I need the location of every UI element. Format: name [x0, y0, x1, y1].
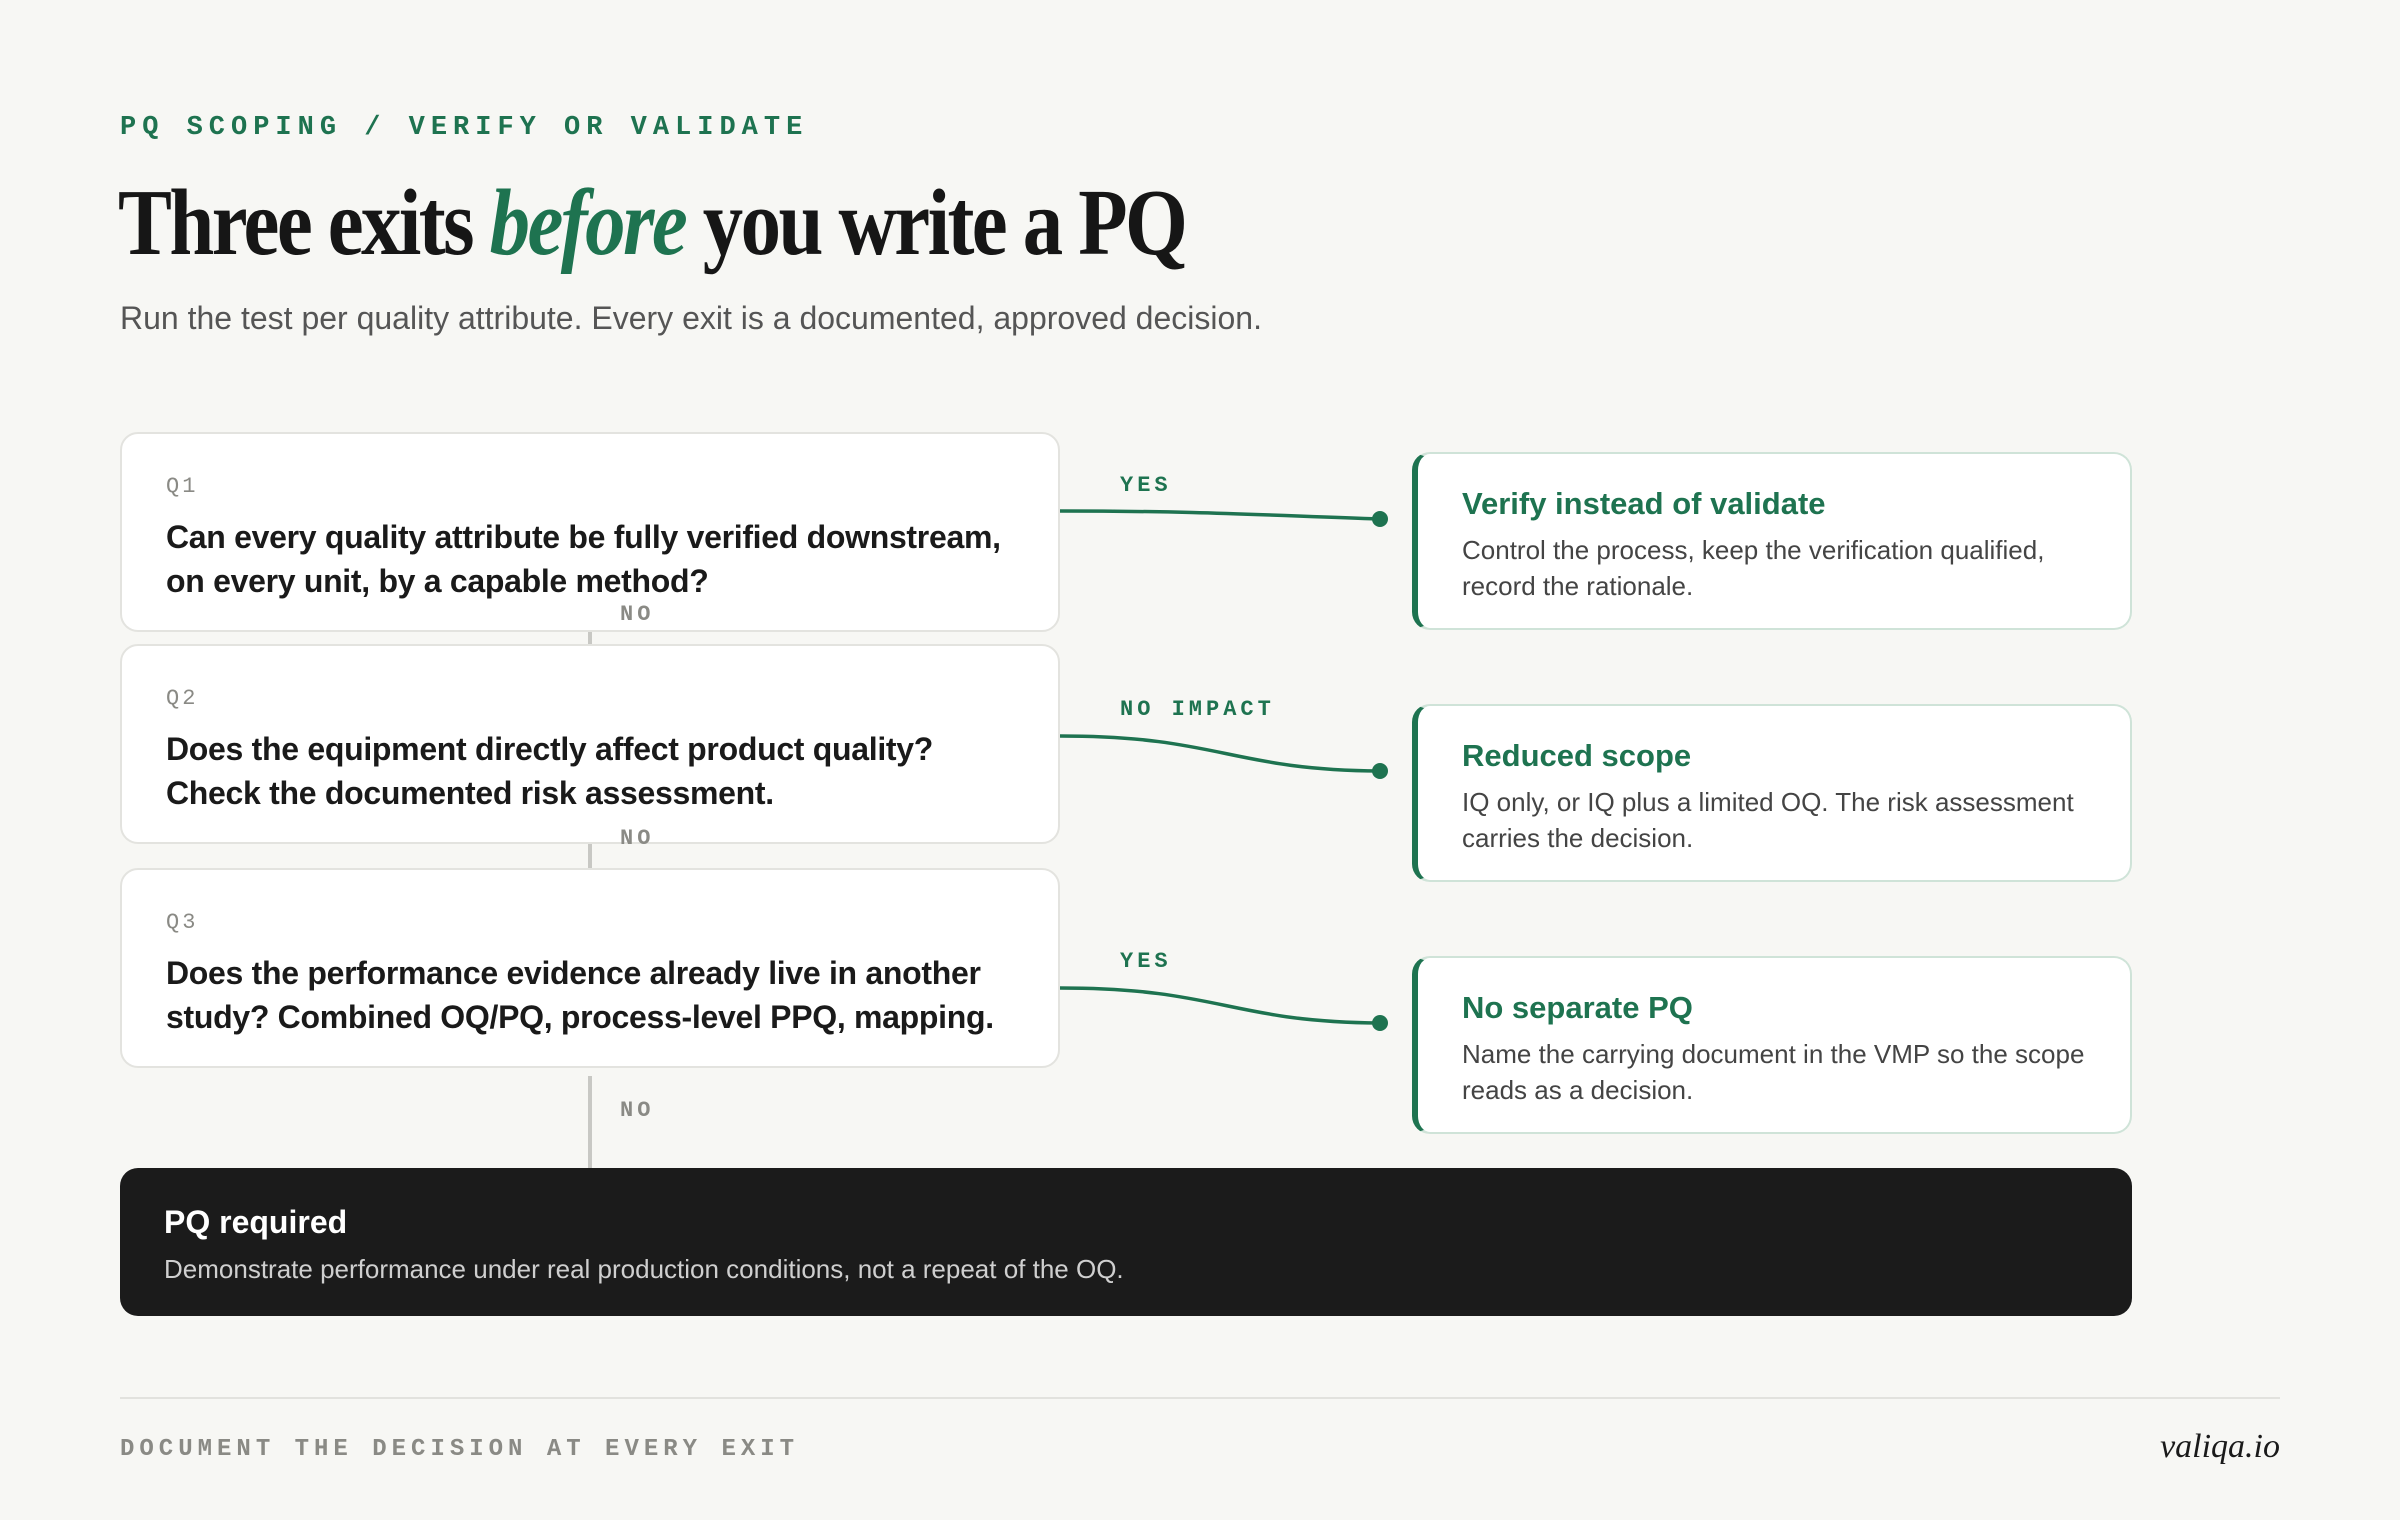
outcome-box-no-separate-pq: [1412, 956, 2132, 1134]
final-title: PQ required: [164, 1204, 348, 1240]
eyebrow-label: PQ SCOPING / VERIFY OR VALIDATE: [120, 113, 809, 143]
question-box-q2: [120, 644, 1060, 844]
title-part-2: you write a PQ: [685, 171, 1186, 275]
branch-label-q2: NO IMPACT: [1120, 697, 1275, 722]
branch-dot-q1: [1372, 511, 1388, 527]
question-number: Q2: [166, 686, 199, 711]
branch-dot-q2: [1372, 763, 1388, 779]
outcome-box-verify: [1412, 452, 2132, 630]
outcome-title: No separate PQ: [1462, 990, 1693, 1025]
down-label-q1: NO: [620, 602, 655, 627]
branch-connector-q3: [1060, 988, 1380, 1023]
outcome-text: Control the process, keep the verification qualified, record the rationale.: [1462, 535, 2045, 601]
branch-label-q1: YES: [1120, 473, 1172, 498]
branch-label-q3: YES: [1120, 949, 1172, 974]
outcome-title: Verify instead of validate: [1462, 486, 1826, 521]
page-subtitle: Run the test per quality attribute. Every exit is a documented, approved decision.: [120, 300, 1262, 336]
brand-link[interactable]: valiqa.io: [2160, 1428, 2280, 1465]
branch-connector-q1: [1060, 511, 1380, 519]
footer-note: DOCUMENT THE DECISION AT EVERY EXIT: [120, 1436, 800, 1463]
question-text: Does the equipment directly affect product quality? Check the documented risk assessment.: [166, 731, 934, 811]
down-label-q2: NO: [620, 826, 655, 851]
down-label-q3: NO: [620, 1098, 655, 1123]
question-text: Does the performance evidence already live in another study? Combined OQ/PQ, process-level PPQ, mapping.: [166, 955, 994, 1035]
outcome-box-reduced-scope: [1412, 704, 2132, 882]
outcome-text: IQ only, or IQ plus a limited OQ. The risk assessment carries the decision.: [1462, 787, 2074, 853]
footer-divider: [120, 1397, 2280, 1399]
question-number: Q3: [166, 910, 199, 935]
question-box-q3: [120, 868, 1060, 1068]
question-text: Can every quality attribute be fully verified downstream, on every unit, by a capable method?: [166, 519, 1001, 599]
outcome-text: Name the carrying document in the VMP so the scope reads as a decision.: [1462, 1039, 2085, 1105]
final-outcome-box: [120, 1168, 2132, 1316]
title-part-1: Three exits: [118, 171, 490, 275]
question-number: Q1: [166, 474, 199, 499]
title-emphasis: before: [489, 171, 686, 275]
branch-connector-q2: [1060, 736, 1380, 771]
outcome-title: Reduced scope: [1462, 738, 1692, 773]
final-text: Demonstrate performance under real production conditions, not a repeat of the OQ.: [164, 1254, 1124, 1284]
branch-dot-q3: [1372, 1015, 1388, 1031]
question-box-q1: [120, 432, 1060, 632]
